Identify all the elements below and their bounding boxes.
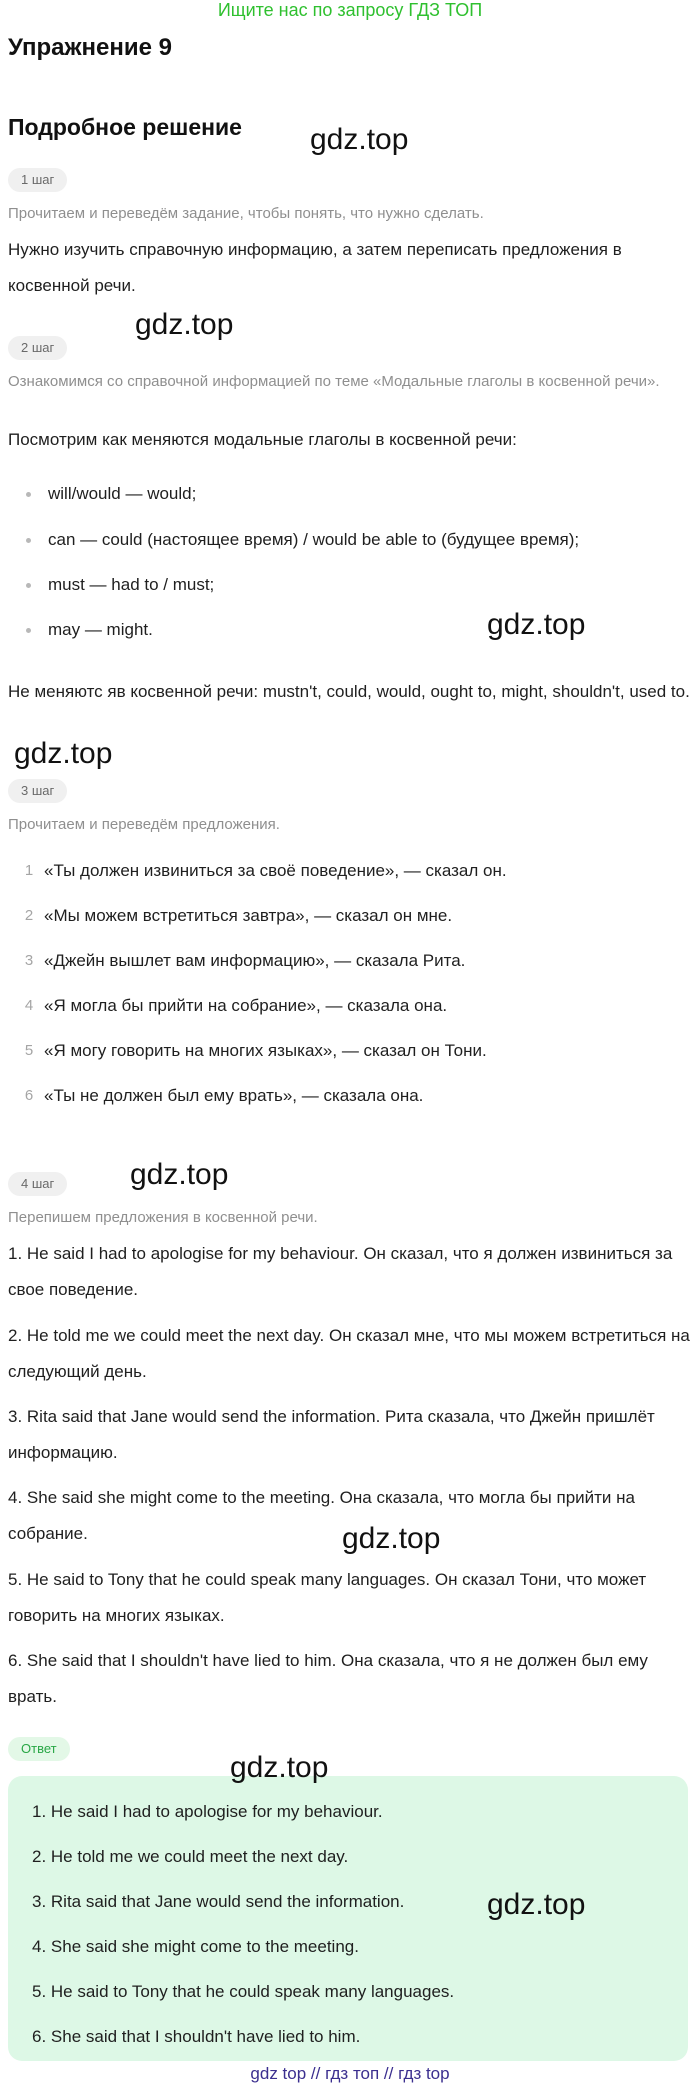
item-number: 3 [24, 952, 34, 969]
list-item: 2. He told me we could meet the next day. Он сказал мне, что мы можем встретиться на следующий день. [8, 1326, 690, 1381]
list-item: «Я могла бы прийти на собрание», — сказала она. [44, 996, 448, 1015]
list-item: «Ты должен извиниться за своё поведение», — сказал он. [44, 861, 507, 880]
watermark: gdz.top [130, 1158, 229, 1191]
list-item: «Я могу говорить на многих языках», — сказал он Тони. [44, 1041, 487, 1060]
step-2-note: Не меняютс яв косвенной речи: mustn't, could, would, ought to, might, shouldn't, used to. [8, 682, 690, 701]
page-title: Упражнение 9 [8, 34, 172, 61]
footer-links[interactable]: gdz top // гдз топ // гдз top [250, 2064, 450, 2083]
answer-item: 5. He said to Tony that he could speak many languages. [32, 1982, 455, 2001]
bullet-dot [26, 583, 31, 588]
list-item: 5. He said to Tony that he could speak many languages. Он сказал Тони, что может говорить на многих языках. [8, 1570, 647, 1625]
step-2-hint: Ознакомимся со справочной информацией по теме «Модальные глаголы в косвенной речи». [8, 373, 660, 390]
list-item: «Ты не должен был ему врать», — сказала она. [44, 1086, 424, 1105]
list-item: 3. Rita said that Jane would send the information. Рита сказала, что Джейн пришлёт информацию. [8, 1407, 655, 1462]
watermark: gdz.top [135, 308, 234, 341]
item-number: 6 [24, 1087, 34, 1104]
step-4-hint: Перепишем предложения в косвенной речи. [8, 1209, 318, 1226]
step-1-text: Нужно изучить справочную информацию, а затем переписать предложения в косвенной речи. [8, 240, 622, 295]
bullet-dot [26, 492, 31, 497]
list-item: 4. She said she might come to the meeting. Она сказала, что могла бы прийти на собрание. [8, 1488, 635, 1543]
list-item: 6. She said that I shouldn't have lied to him. Она сказала, что я не должен был ему врать. [8, 1651, 648, 1706]
answer-item: 6. She said that I shouldn't have lied to him. [32, 2027, 361, 2046]
answer-item: 1. He said I had to apologise for my behaviour. [32, 1802, 383, 1821]
step-2-text: Посмотрим как меняются модальные глаголы в косвенной речи: [8, 430, 517, 449]
watermark: gdz.top [14, 737, 113, 770]
bullet-dot [26, 628, 31, 633]
list-item: can — could (настоящее время) / would be able to (будущее время); [48, 530, 580, 549]
watermark: gdz.top [487, 1888, 586, 1921]
item-number: 1 [24, 862, 34, 879]
list-item: must — had to / must; [48, 575, 215, 594]
answer-item: 4. She said she might come to the meeting. [32, 1937, 359, 1956]
list-item: will/would — would; [48, 484, 197, 503]
answer-item: 2. He told me we could meet the next day. [32, 1847, 349, 1866]
list-item: «Мы можем встретиться завтра», — сказал он мне. [44, 906, 453, 925]
bullet-dot [26, 538, 31, 543]
item-number: 2 [24, 907, 34, 924]
list-item: «Джейн вышлет вам информацию», — сказала Рита. [44, 951, 466, 970]
answer-item: 3. Rita said that Jane would send the information. [32, 1892, 405, 1911]
list-item: may — might. [48, 620, 153, 639]
step-2-badge: 2 шаг [8, 336, 67, 360]
item-number: 4 [24, 997, 34, 1014]
watermark: gdz.top [487, 608, 586, 641]
search-hint-link[interactable]: Ищите нас по запросу ГДЗ ТОП [217, 0, 483, 20]
section-title: Подробное решение [8, 114, 242, 140]
item-number: 5 [24, 1042, 34, 1059]
step-1-hint: Прочитаем и переведём задание, чтобы понять, что нужно сделать. [8, 205, 484, 222]
watermark: gdz.top [310, 123, 409, 156]
step-1-badge: 1 шаг [8, 168, 67, 192]
list-item: 1. He said I had to apologise for my behaviour. Он сказал, что я должен извиниться за свое поведение. [8, 1244, 673, 1299]
step-3-hint: Прочитаем и переведём предложения. [8, 816, 280, 833]
watermark: gdz.top [230, 1751, 329, 1784]
step-4-badge: 4 шаг [8, 1172, 67, 1196]
answer-badge: Ответ [8, 1737, 70, 1761]
step-3-badge: 3 шаг [8, 779, 67, 803]
watermark: gdz.top [342, 1522, 441, 1555]
